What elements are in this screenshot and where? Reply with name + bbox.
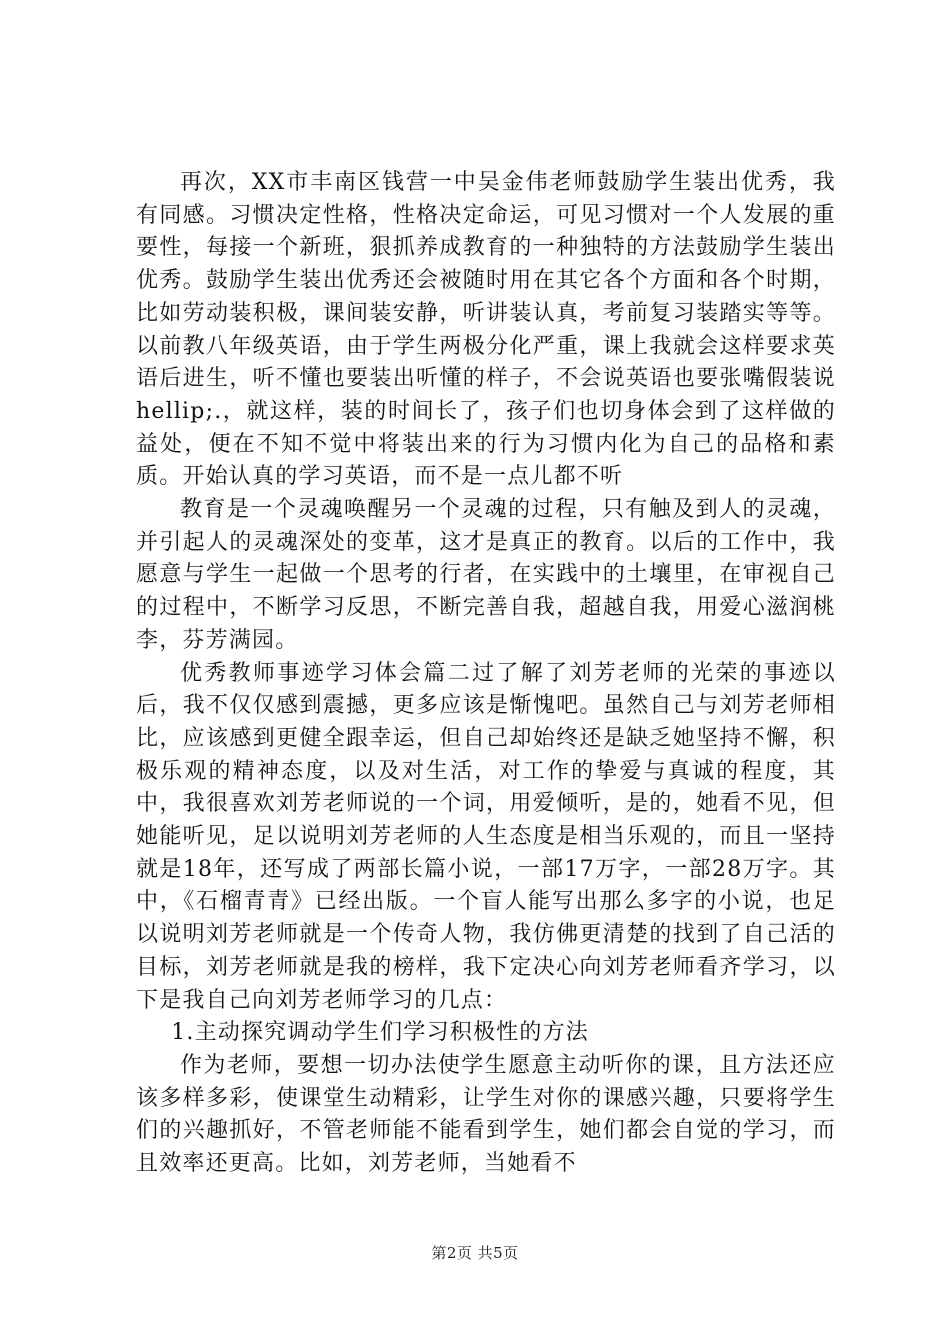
paragraph-teacher: 作为老师，要想一切办法使学生愿意主动听你的课，且方法还应该多样多彩，使课堂生动精彩，让学生对你的课感兴趣，只要将学生们的兴趣抓好，不管老师能不能看到学生，她们都会自觉的学习，而且效率还更高。比如，刘芳老师，当她看不 <box>136 1052 836 1177</box>
paragraph-liufang: 优秀教师事迹学习体会篇二过了解了刘芳老师的光荣的事迹以后，我不仅仅感到震撼，更多应该是惭愧吧。虽然自己与刘芳老师相比，应该感到更健全跟幸运，但自己却始终还是缺乏她坚持不懈，积极乐观的精神态度，以及对生活，对工作的挚爱与真诚的程度，其中，我很喜欢刘芳老师说的一个词，用爱倾听，是的，她看不见，但她能听见，足以说明刘芳老师的人生态度是相当乐观的，而且一坚持就是18年，还写成了两部长篇小说，一部17万字，一部28万字。其中，《石榴青青》已经出版。一个盲人能写出那么多字的小说，也足以说明刘芳老师就是一个传奇人物，我仿佛更清楚的找到了自己活的目标，刘芳老师就是我的榜样，我下定决心向刘芳老师看齐学习，以下是我自己向刘芳老师学习的几点： <box>136 660 836 1013</box>
list-item-heading: 1.主动探究调动学生们学习积极性的方法 <box>171 1020 589 1046</box>
page-footer: 第2页 共5页 <box>431 1244 519 1262</box>
paragraph-education: 教育是一个灵魂唤醒另一个灵魂的过程，只有触及到人的灵魂，并引起人的灵魂深处的变革，这才是真正的教育。以后的工作中，我愿意与学生一起做一个思考的行者，在实践中的土壤里，在审视自己的过程中，不断学习反思，不断完善自我，超越自我，用爱心滋润桃李，芬芳满园。 <box>136 497 836 653</box>
document-body <box>136 167 836 1181</box>
paragraph-habit: 再次，XX市丰南区钱营一中吴金伟老师鼓励学生装出优秀，我有同感。习惯决定性格，性格决定命运，可见习惯对一个人发展的重要性，每接一个新班，狠抓养成教育的一种独特的方法鼓励学生装出优秀。鼓励学生装出优秀还会被随时用在其它各个方面和各个时期，比如劳动装积极，课间装安静，听讲装认真，考前复习装踏实等等。以前教八年级英语，由于学生两极分化严重，课上我就会这样要求英语后进生，听不懂也要装出听懂的样子，不会说英语也要张嘴假装说hellip;.，就这样，装的时间长了，孩子们也切身体会到了这样做的益处，便在不知不觉中将装出来的行为习惯内化为自己的品格和素质。开始认真的学习英语，而不是一点儿都不听 <box>136 170 836 490</box>
